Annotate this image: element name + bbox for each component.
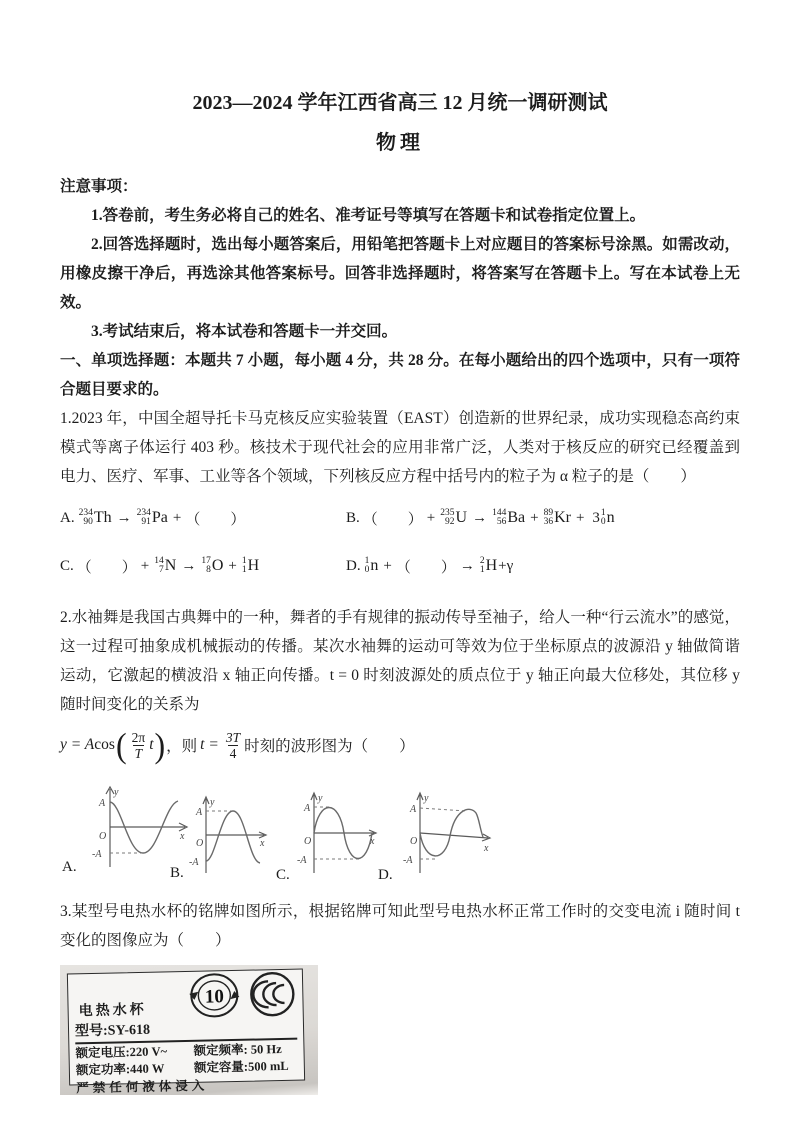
element-symbol: n bbox=[370, 557, 379, 574]
t-equals: t = bbox=[200, 736, 219, 753]
mass-number: 144 bbox=[492, 508, 507, 518]
atomic-number: 92 bbox=[445, 517, 455, 527]
neg-amplitude-label: -A bbox=[297, 855, 307, 866]
element-symbol: Ba bbox=[507, 509, 526, 526]
option-b-label: B. bbox=[346, 509, 360, 526]
blank-paren: （ ） bbox=[76, 559, 137, 576]
arrow: → bbox=[459, 557, 475, 574]
notice-item-3: 3.考试结束后，将本试卷和答题卡一并交回。 bbox=[91, 323, 398, 340]
nameplate-warning: 严禁任何液体浸入 bbox=[76, 1078, 209, 1096]
plus-sign: + bbox=[383, 557, 392, 574]
element-symbol: Kr bbox=[554, 509, 571, 526]
ccc-mark-icon bbox=[246, 968, 299, 1021]
recycle-number: 10 bbox=[204, 986, 225, 1008]
element-symbol: H bbox=[485, 557, 498, 574]
nuclide-ba144 bbox=[492, 509, 525, 527]
q2-formula-line: y = A cos ( $\frac{2\pi}{T}$ t ) ，则 t = $\frac{3T}{4}$ 时刻的波形图为（ ） bbox=[60, 725, 415, 765]
plus-sign: + bbox=[228, 557, 237, 574]
waveform-graph-d bbox=[402, 791, 494, 875]
origin-label: O bbox=[410, 836, 418, 847]
option-d-label: D. bbox=[346, 557, 361, 574]
waveform-graph-c bbox=[296, 791, 380, 875]
nameplate-label bbox=[67, 969, 305, 1096]
x-axis-label: x bbox=[370, 836, 375, 847]
option-a-label: A. bbox=[60, 509, 75, 526]
nameplate-product: 电热水杯 bbox=[78, 1002, 147, 1020]
q1-option-d bbox=[346, 556, 740, 577]
q1-option-a bbox=[60, 508, 346, 529]
graph-c-label: C. bbox=[276, 867, 290, 883]
option-c-label: C. bbox=[60, 557, 74, 574]
y-axis-label: y bbox=[114, 787, 119, 798]
nuclide-th234 bbox=[79, 509, 112, 527]
fraction-2pi-T bbox=[130, 730, 148, 761]
element-symbol: H bbox=[247, 557, 260, 574]
mass-number: 1 bbox=[364, 556, 370, 566]
blank-paren: （ ） bbox=[185, 511, 246, 528]
plus-sign: + bbox=[172, 509, 182, 526]
coefficient: 3 bbox=[592, 509, 600, 526]
atomic-number: 1 bbox=[241, 565, 247, 575]
subject-title: 物理 bbox=[376, 132, 424, 154]
nuclide-o17 bbox=[201, 557, 223, 575]
q2-option-graphs bbox=[60, 783, 740, 891]
notice-item-1: 1.答卷前，考生务必将自己的姓名、准考证号等填写在答题卡和试卷指定位置上。 bbox=[91, 207, 646, 224]
mass-number: 234 bbox=[78, 508, 93, 518]
recycle-10-icon bbox=[186, 969, 243, 1022]
nameplate-model: 型号:SY-618 bbox=[75, 1016, 297, 1045]
blank-paren: （ ） bbox=[362, 511, 423, 528]
element-symbol: n bbox=[606, 509, 615, 526]
x-axis-label: x bbox=[180, 831, 185, 842]
notice-heading: 注意事项： bbox=[60, 178, 138, 195]
q1-option-b bbox=[346, 508, 740, 529]
plus-sign: + bbox=[140, 557, 150, 574]
neg-amplitude-label: -A bbox=[92, 849, 102, 860]
gamma-term: +γ bbox=[498, 557, 514, 574]
mass-number: 234 bbox=[136, 508, 151, 518]
formula-lhs: y = A bbox=[60, 736, 95, 753]
t-variable: t bbox=[149, 736, 154, 753]
atomic-number: 91 bbox=[141, 517, 151, 527]
notice-item-2: 2.回答选择题时，选出每小题答案后，用铅笔把答题卡上对应题目的答案标号涂黑。如需改动，用橡皮擦干净后，再选涂其他答案标号。回答非选择题时，将答案写在答题卡上。写在本试卷上无效。 bbox=[60, 236, 740, 311]
amplitude-label: A bbox=[196, 807, 203, 818]
mass-number: 1 bbox=[600, 508, 606, 518]
nuclide-h2 bbox=[480, 557, 497, 575]
nuclide-n14 bbox=[154, 557, 176, 575]
numerator: 2π bbox=[131, 729, 146, 745]
mass-number: 235 bbox=[440, 508, 455, 518]
element-symbol: Th bbox=[93, 509, 112, 526]
arrow: → bbox=[181, 557, 197, 574]
atomic-number: 56 bbox=[496, 517, 507, 527]
nuclide-h1 bbox=[242, 557, 259, 575]
mass-number: 2 bbox=[479, 556, 485, 566]
neg-amplitude-label: -A bbox=[189, 857, 199, 868]
neg-amplitude-label: -A bbox=[403, 855, 413, 866]
q3-stem: 3.某型号电热水杯的铭牌如图所示，根据铭牌可知此型号电热水杯正常工作时的交变电流 i 随时间 t 变化的图像应为（ ） bbox=[60, 903, 740, 949]
q1-option-c bbox=[60, 556, 346, 577]
y-axis-label: y bbox=[318, 793, 323, 804]
nuclide-pa234 bbox=[137, 509, 168, 527]
x-axis-label: x bbox=[484, 843, 489, 854]
element-symbol: O bbox=[211, 557, 224, 574]
nuclide-n1 bbox=[365, 557, 379, 575]
plus-sign: + bbox=[426, 509, 436, 526]
graph-a-label: A. bbox=[62, 859, 77, 875]
denominator: T bbox=[134, 745, 143, 761]
nuclide-u235 bbox=[440, 509, 467, 527]
y-axis-label: y bbox=[210, 797, 215, 808]
rated-frequency: 额定频率: 50 Hz bbox=[193, 1042, 282, 1058]
formula-tail-text: 时刻的波形图为（ ） bbox=[244, 738, 415, 755]
plus-sign: + bbox=[530, 509, 539, 526]
atomic-number: 1 bbox=[479, 565, 485, 575]
fraction-3T-4 bbox=[224, 730, 242, 761]
mass-number: 14 bbox=[154, 556, 164, 566]
origin-label: O bbox=[304, 836, 312, 847]
x-axis-label: x bbox=[260, 838, 265, 849]
formula-mid-text: ，则 bbox=[166, 738, 198, 755]
atomic-number: 36 bbox=[543, 517, 554, 527]
atomic-number: 0 bbox=[364, 565, 370, 575]
section1-heading: 一、单项选择题：本题共 7 小题，每小题 4 分，共 28 分。在每小题给出的四个选项中，只有一项符合题目要求的。 bbox=[60, 352, 740, 398]
plus-sign: + bbox=[575, 509, 585, 526]
atomic-number: 7 bbox=[159, 565, 164, 575]
arrow: → bbox=[116, 509, 132, 526]
blank-paren: （ ） bbox=[395, 559, 456, 576]
waveform-graph-a bbox=[88, 783, 193, 871]
amplitude-label: A bbox=[99, 798, 106, 809]
cos-function: cos bbox=[94, 736, 115, 753]
origin-label: O bbox=[196, 838, 204, 849]
mass-number: 1 bbox=[241, 556, 247, 566]
mass-number: 89 bbox=[543, 508, 554, 518]
mass-number: 17 bbox=[201, 556, 211, 566]
q1-options-row-2 bbox=[60, 545, 740, 587]
q1-options-row-1 bbox=[60, 497, 740, 539]
q2-stem: 2.水袖舞是我国古典舞中的一种，舞者的手有规律的振动传导至袖子，给人一种“行云流水”的感觉，这一过程可抽象成机械振动的传播。某次水袖舞的运动可等效为位于坐标原点的波源沿 y 轴做简谐运动，它激起的横波沿 x 轴正向传播。t = 0 时刻波源处的质点位于 y 轴正向最大位移处，其位移 y 随时间变化的关系为 bbox=[60, 609, 740, 713]
atomic-number: 0 bbox=[600, 517, 606, 527]
q1-stem: 1.2023 年，中国全超导托卡马克核反应实验装置（EAST）创造新的世界纪录，成功实现稳态高约束模式等离子体运行 403 秒。核技术于现代社会的应用非常广泛，人类对于核反应的研究已经覆盖到电力、医疗、军事、工业等各个领域，下列核反应方程中括号内的粒子为 α 粒子的是（ ） bbox=[60, 410, 740, 485]
nameplate-icons bbox=[186, 968, 299, 1022]
amplitude-label: A bbox=[304, 803, 311, 814]
nameplate-photo bbox=[60, 965, 318, 1095]
rated-voltage: 额定电压:220 V~ bbox=[75, 1044, 168, 1061]
page-title: 2023—2024 学年江西省高三 12 月统一调研测试 bbox=[192, 92, 608, 114]
nuclide-n1 bbox=[601, 509, 615, 527]
arrow: → bbox=[472, 509, 488, 526]
amplitude-label: A bbox=[410, 804, 417, 815]
atomic-number: 90 bbox=[83, 517, 93, 527]
waveform-graph-b bbox=[188, 795, 270, 875]
numerator: 3T bbox=[225, 729, 241, 745]
element-symbol: N bbox=[164, 557, 177, 574]
element-symbol: Pa bbox=[151, 509, 168, 526]
origin-label: O bbox=[99, 831, 107, 842]
atomic-number: 8 bbox=[206, 565, 211, 575]
y-axis-label: y bbox=[424, 793, 429, 804]
nameplate-ratings bbox=[75, 1042, 300, 1079]
denominator: 4 bbox=[229, 745, 237, 761]
element-symbol: U bbox=[455, 509, 468, 526]
rated-capacity: 额定容量:500 mL bbox=[193, 1058, 289, 1075]
graph-b-label: B. bbox=[170, 865, 184, 881]
rated-power: 额定功率:440 W bbox=[75, 1061, 165, 1078]
graph-d-label: D. bbox=[378, 867, 393, 883]
nuclide-kr89 bbox=[544, 509, 571, 527]
